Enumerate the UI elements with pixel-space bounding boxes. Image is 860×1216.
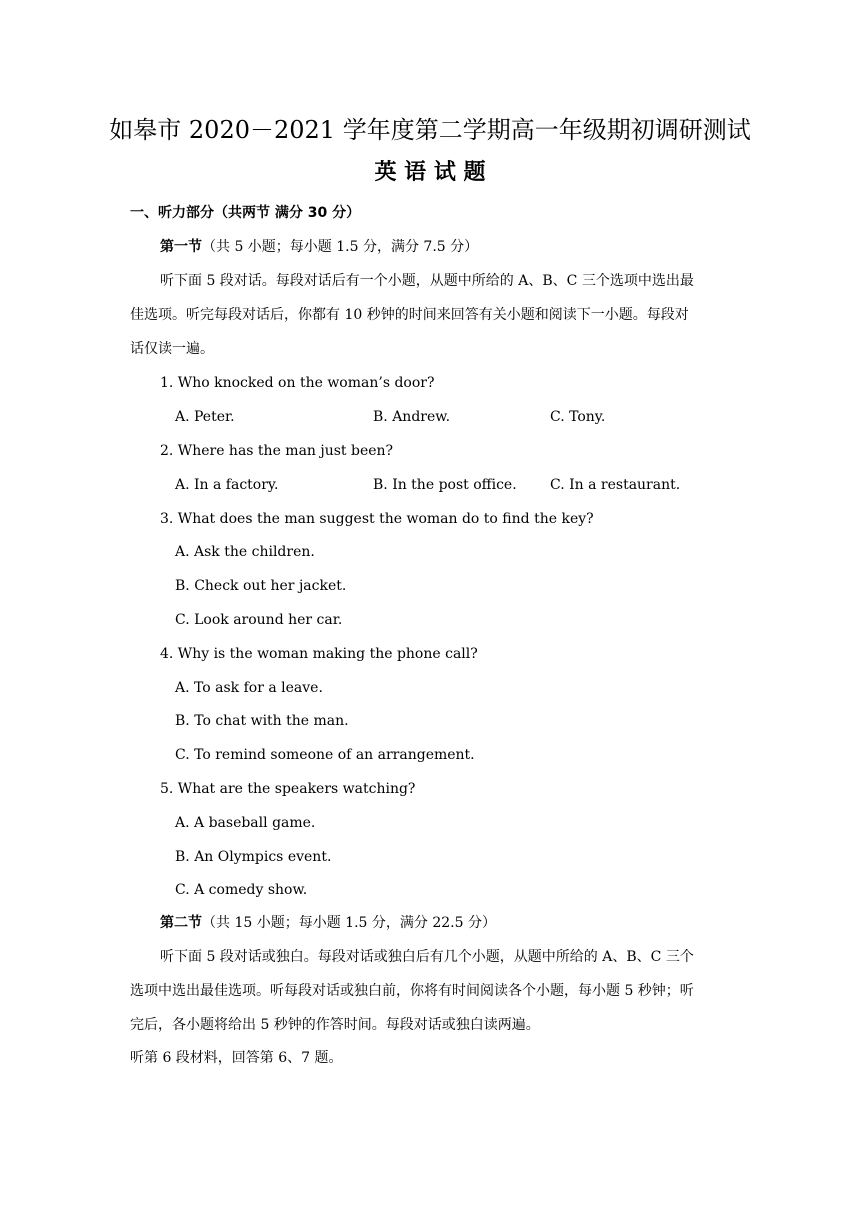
question-1-option-a: A. Peter. [175, 409, 235, 425]
question-5: 5. What are the speakers watching? [160, 781, 416, 797]
part1-heading: 一、听力部分（共两节 满分 30 分） [130, 205, 361, 221]
section2-label: 第二节 [160, 915, 202, 931]
question-3-option-a: A. Ask the children. [175, 544, 315, 560]
section2-instruction-line-3: 完后，各小题将给出 5 秒钟的作答时间。每段对话或独白读两遍。 [130, 1017, 540, 1033]
question-3-option-c: C. Look around her car. [175, 612, 343, 628]
question-4-option-a: A. To ask for a leave. [175, 680, 323, 696]
question-4-option-c: C. To remind someone of an arrangement. [175, 747, 475, 763]
question-5-option-b: B. An Olympics event. [175, 849, 332, 865]
question-3: 3. What does the man suggest the woman do to find the key? [160, 511, 594, 527]
section1-instruction-line-3: 话仅读一遍。 [130, 341, 214, 357]
question-5-option-c: C. A comedy show. [175, 882, 308, 898]
question-1: 1. Who knocked on the woman’s door? [160, 375, 435, 391]
question-5-option-a: A. A baseball game. [175, 815, 316, 831]
section1-instruction-line-2: 佳选项。听完每段对话后，你都有 10 秒钟的时间来回答有关小题和阅读下一小题。每段对 [130, 307, 689, 323]
section1-info: （共 5 小题；每小题 1.5 分，满分 7.5 分） [202, 239, 479, 255]
section1-label: 第一节 [160, 239, 202, 255]
question-2-option-b: B. In the post office. [373, 477, 517, 493]
question-4: 4. Why is the woman making the phone call? [160, 646, 478, 662]
section2-instruction-line-1: 听下面 5 段对话或独白。每段对话或独白后有几个小题，从题中所给的 A、B、C 三个 [160, 949, 694, 965]
section2-info: （共 15 小题；每小题 1.5 分，满分 22.5 分） [202, 915, 496, 931]
section1-instruction-line-1: 听下面 5 段对话。每段对话后有一个小题，从题中所给的 A、B、C 三个选项中选出最 [160, 273, 694, 289]
section1-header [160, 237, 478, 257]
question-1-option-b: B. Andrew. [373, 409, 451, 425]
question-3-option-b: B. Check out her jacket. [175, 578, 347, 594]
question-2-option-c: C. In a restaurant. [550, 477, 681, 493]
section2-instruction-line-2: 选项中选出最佳选项。听每段对话或独白前，你将有时间阅读各个小题，每小题 5 秒钟；听 [130, 983, 694, 999]
exam-subtitle: 英 语 试 题 [374, 160, 486, 185]
material-note: 听第 6 段材料，回答第 6、7 题。 [130, 1050, 343, 1066]
section2-header [160, 913, 496, 933]
question-4-option-b: B. To chat with the man. [175, 713, 349, 729]
question-1-option-c: C. Tony. [550, 409, 606, 425]
question-2-option-a: A. In a factory. [175, 477, 279, 493]
question-2: 2. Where has the man just been? [160, 443, 394, 459]
exam-title: 如皋市 2020－2021 学年度第二学期高一年级期初调研测试 [109, 116, 751, 144]
